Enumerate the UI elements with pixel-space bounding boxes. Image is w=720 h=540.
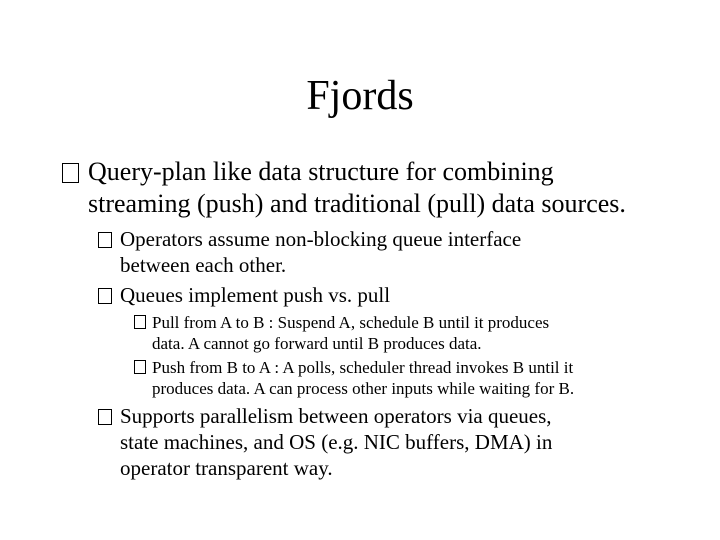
bullet-line: operator transparent way. xyxy=(120,456,333,480)
bullet-text xyxy=(152,312,720,354)
bullet-item-parallelism xyxy=(0,403,720,481)
bullet-line: Pull from A to B : Suspend A, schedule B until it produces xyxy=(152,313,550,332)
bullet-line: data. A cannot go forward until B produces data. xyxy=(152,334,482,353)
missing-glyph-box-icon xyxy=(62,158,79,190)
bullet-line: produces data. A can process other inputs while waiting for B. xyxy=(152,379,575,398)
bullet-text xyxy=(120,403,720,481)
missing-glyph-box-icon xyxy=(134,313,146,334)
bullet-text xyxy=(120,226,720,278)
bullet-text xyxy=(120,282,720,308)
bullet-line: streaming (push) and traditional (pull) data sources. xyxy=(88,189,626,218)
bullet-item-queues xyxy=(0,282,720,308)
bullet-line: Query-plan like data structure for combining xyxy=(88,157,554,186)
bullet-text xyxy=(152,357,720,399)
missing-glyph-box-icon xyxy=(98,404,112,430)
bullet-text xyxy=(88,156,720,220)
bullet-item-push xyxy=(0,357,720,399)
missing-glyph-box-icon xyxy=(98,227,112,253)
bullet-line: Supports parallelism between operators via queues, xyxy=(120,404,552,428)
bullet-line: Queues implement push vs. pull xyxy=(120,283,391,307)
bullet-line: Push from B to A : A polls, scheduler thread invokes B until it xyxy=(152,358,574,377)
missing-glyph-box-icon xyxy=(134,358,146,379)
bullet-line: state machines, and OS (e.g. NIC buffers, DMA) in xyxy=(120,430,553,454)
slide-title: Fjords xyxy=(306,73,414,119)
slide-body xyxy=(0,156,720,481)
bullet-line: Operators assume non-blocking queue interface xyxy=(120,227,522,251)
bullet-line: between each other. xyxy=(120,253,287,277)
bullet-item-operators xyxy=(0,226,720,278)
bullet-item-pull xyxy=(0,312,720,354)
bullet-item-query-plan xyxy=(0,156,720,220)
missing-glyph-box-icon xyxy=(98,283,112,309)
